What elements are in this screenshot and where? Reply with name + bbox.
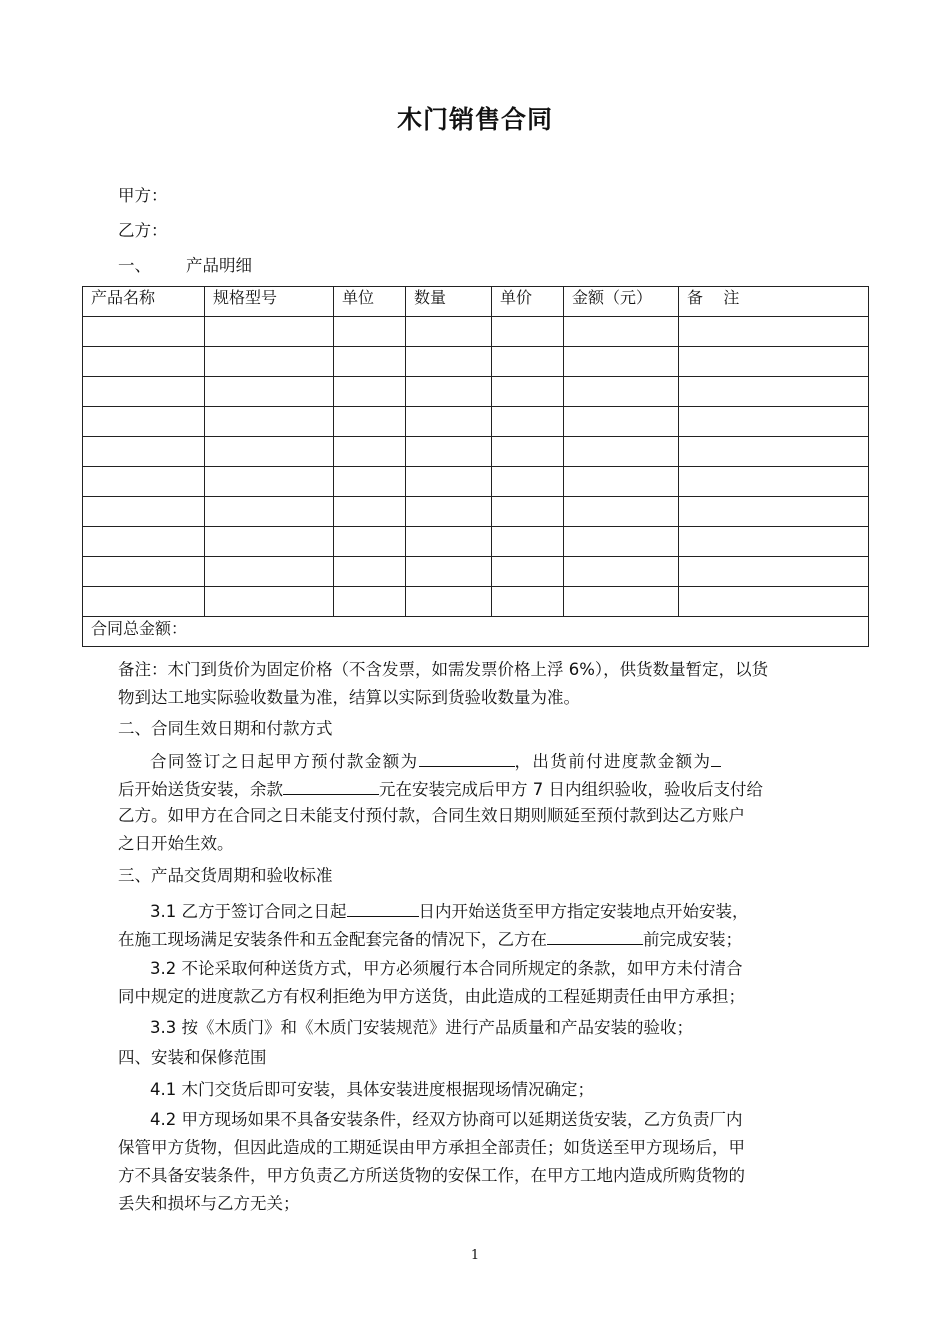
- table-row: [83, 467, 869, 497]
- section1-title: 产品明细: [186, 256, 252, 275]
- table-row: [83, 527, 869, 557]
- table-cell[interactable]: [83, 317, 205, 347]
- table-row: [83, 497, 869, 527]
- clause-4-2-line-2: 保管甲方货物，但因此造成的工期延误由甲方承担全部责任；如货送至甲方现场后，甲: [118, 1138, 745, 1157]
- table-cell[interactable]: [564, 437, 679, 467]
- table-cell[interactable]: [406, 527, 492, 557]
- table-cell[interactable]: [492, 437, 564, 467]
- header-amount: 金额（元）: [564, 287, 679, 317]
- table-cell[interactable]: [83, 497, 205, 527]
- clause-4-1: 4.1 木门交货后即可安装，具体安装进度根据现场情况确定；: [150, 1080, 594, 1099]
- table-cell[interactable]: [679, 587, 869, 617]
- table-cell[interactable]: [205, 527, 334, 557]
- table-cell[interactable]: [205, 347, 334, 377]
- table-cell[interactable]: [406, 557, 492, 587]
- clause-4-2-line-3: 方不具备安装条件，甲方负责乙方所送货物的安保工作，在甲方工地内造成所购货物的: [118, 1166, 745, 1185]
- table-cell[interactable]: [406, 377, 492, 407]
- table-cell[interactable]: [205, 587, 334, 617]
- table-cell[interactable]: [492, 377, 564, 407]
- clause-3-2-line-2: 同中规定的进度款乙方有权利拒绝为甲方送货，由此造成的工程延期责任由甲方承担；: [118, 987, 745, 1006]
- header-quantity: 数量: [406, 287, 492, 317]
- prepayment-blank[interactable]: [419, 750, 515, 767]
- table-cell[interactable]: [564, 377, 679, 407]
- table-header-row: [83, 287, 869, 317]
- section2-para-line-2: 后开始送货安装，余款 元在安装完成后甲方 7 日内组织验收，验收后支付给: [118, 780, 763, 799]
- table-cell[interactable]: [492, 587, 564, 617]
- table-cell[interactable]: [679, 437, 869, 467]
- table-cell[interactable]: [334, 557, 406, 587]
- table-cell[interactable]: [83, 587, 205, 617]
- table-cell[interactable]: [492, 317, 564, 347]
- section2-para-line-1: 合同签订之日起甲方预付款金额为 ，出货前付进度款金额为: [150, 750, 721, 772]
- table-cell[interactable]: [334, 527, 406, 557]
- party-b-label: 乙方：: [118, 221, 168, 240]
- table-cell[interactable]: [679, 497, 869, 527]
- header-remarks: 备 注: [679, 287, 869, 317]
- table-row: [83, 437, 869, 467]
- table-cell[interactable]: [564, 467, 679, 497]
- document-title: 木门销售合同: [396, 105, 553, 134]
- table-cell[interactable]: [406, 467, 492, 497]
- table-cell[interactable]: [83, 527, 205, 557]
- section3-heading: 三、产品交货周期和验收标准: [118, 866, 333, 885]
- page-number: 1: [470, 1248, 480, 1263]
- header-unit-price: 单价: [492, 287, 564, 317]
- table-cell[interactable]: [205, 317, 334, 347]
- table-cell[interactable]: [334, 377, 406, 407]
- table-cell[interactable]: [334, 467, 406, 497]
- table-cell[interactable]: [679, 347, 869, 377]
- table-cell[interactable]: [406, 437, 492, 467]
- table-cell[interactable]: [564, 497, 679, 527]
- table-cell[interactable]: [564, 407, 679, 437]
- table-cell[interactable]: [83, 467, 205, 497]
- table-cell[interactable]: [679, 467, 869, 497]
- table-cell[interactable]: [679, 527, 869, 557]
- table-cell[interactable]: [564, 317, 679, 347]
- header-unit: 单位: [334, 287, 406, 317]
- table-cell[interactable]: [83, 557, 205, 587]
- table-cell[interactable]: [564, 587, 679, 617]
- product-table: [82, 286, 869, 647]
- table-cell[interactable]: [564, 347, 679, 377]
- section2-para-line-4: 之日开始生效。: [118, 834, 234, 853]
- table-cell[interactable]: [83, 347, 205, 377]
- table-cell[interactable]: [492, 557, 564, 587]
- table-cell[interactable]: [406, 347, 492, 377]
- clause-4-2-line-4: 丢失和损坏与乙方无关；: [118, 1194, 300, 1213]
- table-cell[interactable]: [83, 407, 205, 437]
- section2-para-line-3: 乙方。如甲方在合同之日未能支付预付款，合同生效日期则顺延至预付款到达乙方账户: [118, 806, 745, 825]
- table-cell[interactable]: [406, 587, 492, 617]
- table-cell[interactable]: [83, 377, 205, 407]
- table-cell[interactable]: [334, 437, 406, 467]
- completion-date-blank[interactable]: [547, 928, 643, 945]
- table-cell[interactable]: [492, 497, 564, 527]
- clause-3-1-line-2: 在施工现场满足安装条件和五金配套完备的情况下，乙方在 前完成安装；: [118, 930, 742, 949]
- table-cell[interactable]: [492, 407, 564, 437]
- table-row: [83, 347, 869, 377]
- table-row: [83, 317, 869, 347]
- table-cell[interactable]: [205, 377, 334, 407]
- table-cell[interactable]: [334, 317, 406, 347]
- table-cell[interactable]: [679, 317, 869, 347]
- progress-payment-blank[interactable]: [711, 750, 721, 767]
- table-row: [83, 377, 869, 407]
- table-row: [83, 557, 869, 587]
- section1-number: 一、: [118, 256, 151, 275]
- section2-heading: 二、合同生效日期和付款方式: [118, 719, 333, 738]
- table-cell[interactable]: [679, 557, 869, 587]
- table-cell[interactable]: [492, 527, 564, 557]
- table-cell[interactable]: [492, 347, 564, 377]
- table-cell[interactable]: [564, 557, 679, 587]
- table-cell[interactable]: [492, 467, 564, 497]
- table-cell[interactable]: [679, 407, 869, 437]
- clause-4-2-line-1: 4.2 甲方现场如果不具备安装条件，经双方协商可以延期送货安装，乙方负责厂内: [150, 1110, 743, 1129]
- table-cell[interactable]: [406, 497, 492, 527]
- table-cell[interactable]: [334, 347, 406, 377]
- note-line-1: 备注：木门到货价为固定价格（不含发票，如需发票价格上浮 6%），供货数量暂定，以货: [118, 660, 769, 679]
- table-cell[interactable]: [334, 587, 406, 617]
- table-cell[interactable]: [205, 467, 334, 497]
- table-cell[interactable]: [564, 527, 679, 557]
- total-amount-label: 合同总金额：: [83, 617, 869, 647]
- table-row: [83, 407, 869, 437]
- table-row: [83, 587, 869, 617]
- header-product-name: 产品名称: [83, 287, 205, 317]
- table-cell[interactable]: [83, 437, 205, 467]
- clause-3-1-line-1: 3.1 乙方于签订合同之日起 日内开始送货至甲方指定安装地点开始安装，: [150, 902, 749, 921]
- table-total-row: [83, 617, 869, 647]
- section4-heading: 四、安装和保修范围: [118, 1048, 267, 1067]
- header-model: 规格型号: [205, 287, 334, 317]
- delivery-days-blank[interactable]: [347, 900, 419, 917]
- table-cell[interactable]: [679, 377, 869, 407]
- table-cell[interactable]: [406, 317, 492, 347]
- table-cell[interactable]: [334, 497, 406, 527]
- table-cell[interactable]: [406, 407, 492, 437]
- party-a-label: 甲方：: [118, 186, 168, 205]
- table-cell[interactable]: [205, 407, 334, 437]
- table-cell[interactable]: [334, 407, 406, 437]
- table-cell[interactable]: [205, 557, 334, 587]
- table-cell[interactable]: [205, 437, 334, 467]
- note-line-2: 物到达工地实际验收数量为准，结算以实际到货验收数量为准。: [118, 688, 580, 707]
- balance-blank[interactable]: [283, 778, 379, 795]
- clause-3-2-line-1: 3.2 不论采取何种送货方式，甲方必须履行本合同所规定的条款，如甲方未付清合: [150, 959, 743, 978]
- clause-3-3: 3.3 按《木质门》和《木质门安装规范》进行产品质量和产品安装的验收；: [150, 1018, 693, 1037]
- table-cell[interactable]: [205, 497, 334, 527]
